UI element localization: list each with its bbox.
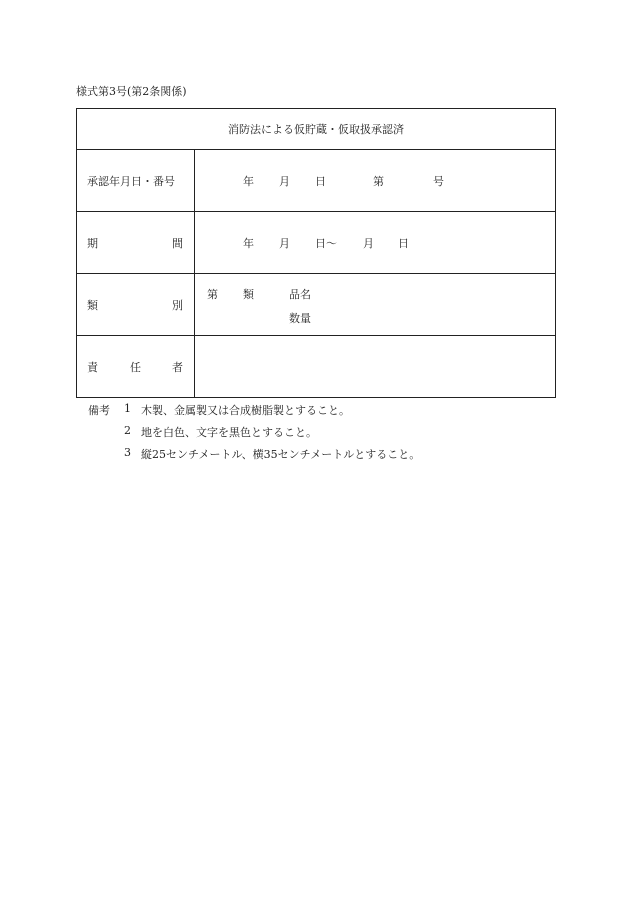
approval-date-number-label-cell (77, 150, 195, 211)
responsible-label-first-char: 責 (87, 361, 98, 374)
remark-text: 木製、金属製又は合成樹脂製とすること。 (141, 404, 350, 417)
number-suffix: 号 (433, 175, 444, 188)
remark-text: 縦25センチメートル、横35センチメートルとすること。 (141, 448, 421, 461)
responsible-person-label-cell (77, 336, 195, 397)
period-end-day-unit: 日 (398, 237, 409, 250)
category-label-second-char: 別 (172, 299, 183, 312)
approval-date-number-label: 承認年月日・番号 (87, 175, 175, 188)
remark-number: 2 (124, 424, 131, 437)
year-unit: 年 (243, 175, 254, 188)
period-label-second-char: 間 (172, 237, 183, 250)
product-name-label: 品名 (289, 288, 311, 301)
period-row (77, 211, 555, 273)
class-prefix: 第 (207, 288, 218, 301)
class-suffix: 類 (243, 288, 254, 301)
remark-number: 3 (124, 446, 131, 459)
day-unit: 日 (315, 175, 326, 188)
number-prefix: 第 (373, 175, 384, 188)
table-title-cell (77, 109, 555, 149)
period-start-day-unit: 日〜 (315, 237, 337, 250)
remark-number: 1 (124, 402, 131, 415)
period-end-month-unit: 月 (363, 237, 374, 250)
period-start-year-unit: 年 (243, 237, 254, 250)
notice-board-table (76, 108, 556, 398)
table-title: 消防法による仮貯蔵・仮取扱承認済 (228, 123, 404, 136)
remarks-heading: 備考 (88, 404, 110, 417)
category-label-first-char: 類 (87, 299, 98, 312)
month-unit: 月 (279, 175, 290, 188)
period-start-month-unit: 月 (279, 237, 290, 250)
category-label-cell (77, 274, 195, 335)
form-number-label: 様式第3号(第2条関係) (76, 85, 187, 98)
responsible-person-row (77, 335, 555, 397)
quantity-label: 数量 (289, 312, 311, 325)
approval-date-number-row (77, 149, 555, 211)
period-label-first-char: 期 (87, 237, 98, 250)
responsible-label-third-char: 者 (172, 361, 183, 374)
remark-text: 地を白色、文字を黒色とすること。 (141, 426, 317, 439)
responsible-label-second-char: 任 (130, 361, 141, 374)
period-label-cell (77, 212, 195, 273)
category-row (77, 273, 555, 335)
